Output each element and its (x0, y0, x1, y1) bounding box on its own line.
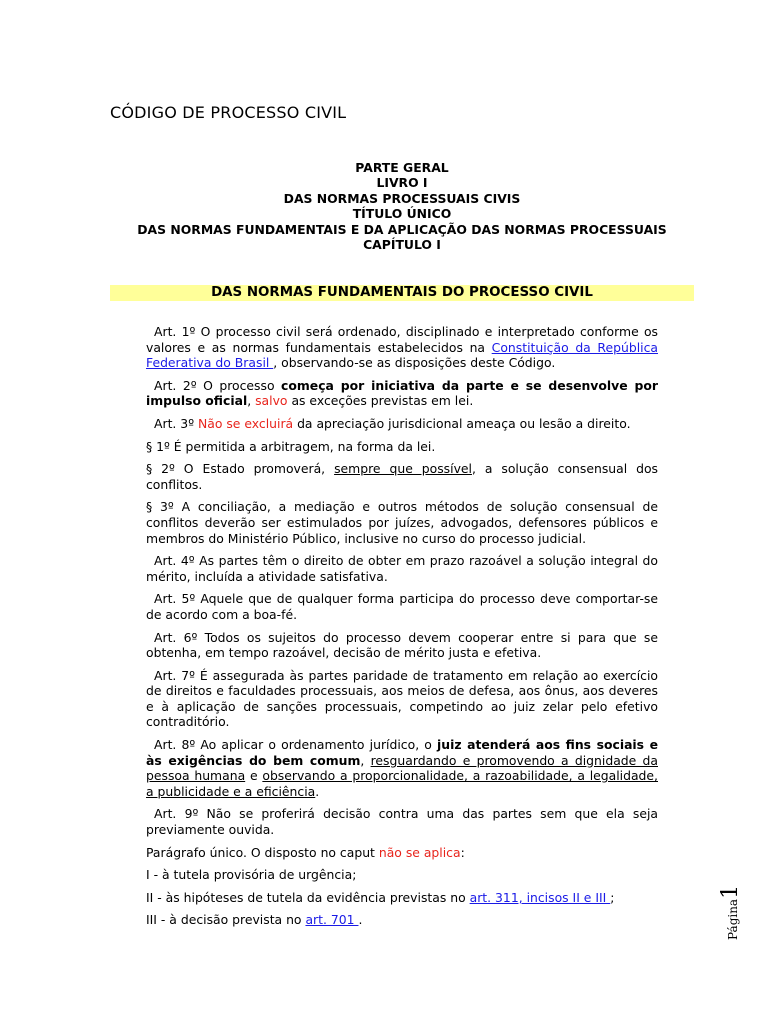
article-6: Art. 6º Todos os sujeitos do processo devem cooperar entre si para que se obtenha, em tempo razoável, decisão de mérito justa e efetiva. (146, 629, 658, 661)
heading-titulo: TÍTULO ÚNICO (352, 206, 452, 222)
chapter-title-banner: DAS NORMAS FUNDAMENTAIS DO PROCESSO CIVIL (110, 285, 694, 301)
page-number: 1 (718, 884, 743, 899)
paragrafo-unico-colon: : (460, 844, 465, 860)
article-8-text-end: . (315, 783, 320, 799)
inciso-ii-end: ; (610, 889, 615, 905)
article-1 (146, 324, 658, 371)
article-9-inciso-ii (146, 890, 658, 906)
article-9-inciso-iii (146, 912, 658, 928)
article-3 (146, 416, 658, 432)
heading-normas-processuais: DAS NORMAS PROCESSUAIS CIVIS (283, 190, 521, 206)
article-8-sep: , (360, 752, 371, 768)
article-9-inciso-i: I - à tutela provisória de urgência; (146, 867, 357, 883)
document-title: CÓDIGO DE PROCESSO CIVIL (110, 103, 347, 122)
article-2-red: salvo (255, 393, 288, 409)
heading-capitulo: CAPÍTULO I (363, 237, 441, 253)
inciso-iii-text: III - à decisão prevista no (146, 912, 306, 928)
article-8-bold: juiz atenderá aos fins sociais e às exigências do bem comum (146, 737, 658, 768)
heading-parte-geral: PARTE GERAL (355, 160, 449, 175)
article-8-underline-1: resguardando e promovendo a dignidade da pessoa humana (146, 752, 658, 784)
article-9-paragrafo-unico (146, 845, 658, 861)
document-body (146, 324, 658, 935)
article-3-text: Art. 3º (154, 415, 198, 431)
paragrafo-unico-red: não se aplica (378, 844, 461, 860)
article-2-sep: , (247, 393, 256, 409)
article-2-text: Art. 2º O processo (154, 377, 282, 393)
article-5: Art. 5º Aquele que de qualquer forma participa do processo deve comportar-se de acordo com a boa-fé. (146, 591, 658, 622)
article-9: Art. 9º Não se proferirá decisão contra uma das partes sem que ela seja previamente ouvida. (146, 806, 658, 838)
page-label: Página (726, 898, 740, 940)
art-311-link[interactable]: art. 311, incisos II e III (469, 889, 611, 905)
article-3-red: Não se excluirá (197, 415, 294, 431)
article-3-text-end: da apreciação jurisdicional ameaça ou lesão a direito. (293, 415, 631, 431)
paragraph-2-text-end: , a solução consensual dos conflitos. (146, 461, 659, 492)
section-headings (110, 160, 694, 252)
article-7: Art. 7º É assegurada às partes paridade de tratamento em relação ao exercício de direitos e faculdades processuais, aos meios de defesa, aos ônus, aos deveres e à aplicação de sanções processuais, competindo ao juiz zelar pelo efetivo contraditório. (146, 667, 658, 730)
article-8-conj: e (245, 768, 263, 784)
heading-normas-fundamentais: DAS NORMAS FUNDAMENTAIS E DA APLICAÇÃO DAS NORMAS PROCESSUAIS (137, 221, 667, 237)
constituicao-link[interactable]: Constituição da República Federativa do Brasil (146, 339, 658, 371)
article-2-text-end: as exceções previstas em lei. (287, 393, 474, 409)
paragraph-2-underline: sempre que possível (334, 461, 472, 477)
article-3-paragraph-3: § 3º A conciliação, a mediação e outros métodos de solução consensual de conflitos deverão ser estimulados por juízes, advogados, defensores públicos e membros do Ministério Público, inclusive no curso do processo judicial. (146, 499, 658, 546)
article-1-text: Art. 1º O processo civil será ordenado, disciplinado e interpretado conforme os valores e as normas fundamentais estabelecidos na (146, 324, 658, 355)
inciso-iii-end: . (358, 912, 363, 928)
page-number-rotated (718, 870, 743, 940)
article-8-underline-2: observando a proporcionalidade, a razoabilidade, a legalidade, a publicidade e a eficiência (146, 768, 658, 799)
article-3-paragraph-2 (146, 461, 658, 492)
article-1-text-end: , observando-se as disposições deste Código. (273, 355, 556, 371)
article-3-paragraph-1: § 1º É permitida a arbitragem, na forma da lei. (146, 438, 436, 454)
article-8 (146, 737, 658, 799)
heading-livro: LIVRO I (376, 175, 428, 191)
article-2-bold: começa por iniciativa da parte e se desenvolve por impulso oficial (146, 377, 658, 409)
article-8-text: Art. 8º Ao aplicar o ordenamento jurídico, o (154, 737, 438, 753)
article-4: Art. 4º As partes têm o direito de obter em prazo razoável a solução integral do mérito, incluída a atividade satisfativa. (146, 553, 658, 584)
art-701-link[interactable]: art. 701 (305, 912, 359, 928)
paragraph-2-text: § 2º O Estado promoverá, (146, 461, 335, 477)
inciso-ii-text: II - às hipóteses de tutela da evidência previstas no (146, 889, 470, 905)
paragrafo-unico-text: Parágrafo único. O disposto no caput (146, 844, 379, 860)
article-2 (146, 378, 658, 409)
page-footer (718, 876, 744, 940)
